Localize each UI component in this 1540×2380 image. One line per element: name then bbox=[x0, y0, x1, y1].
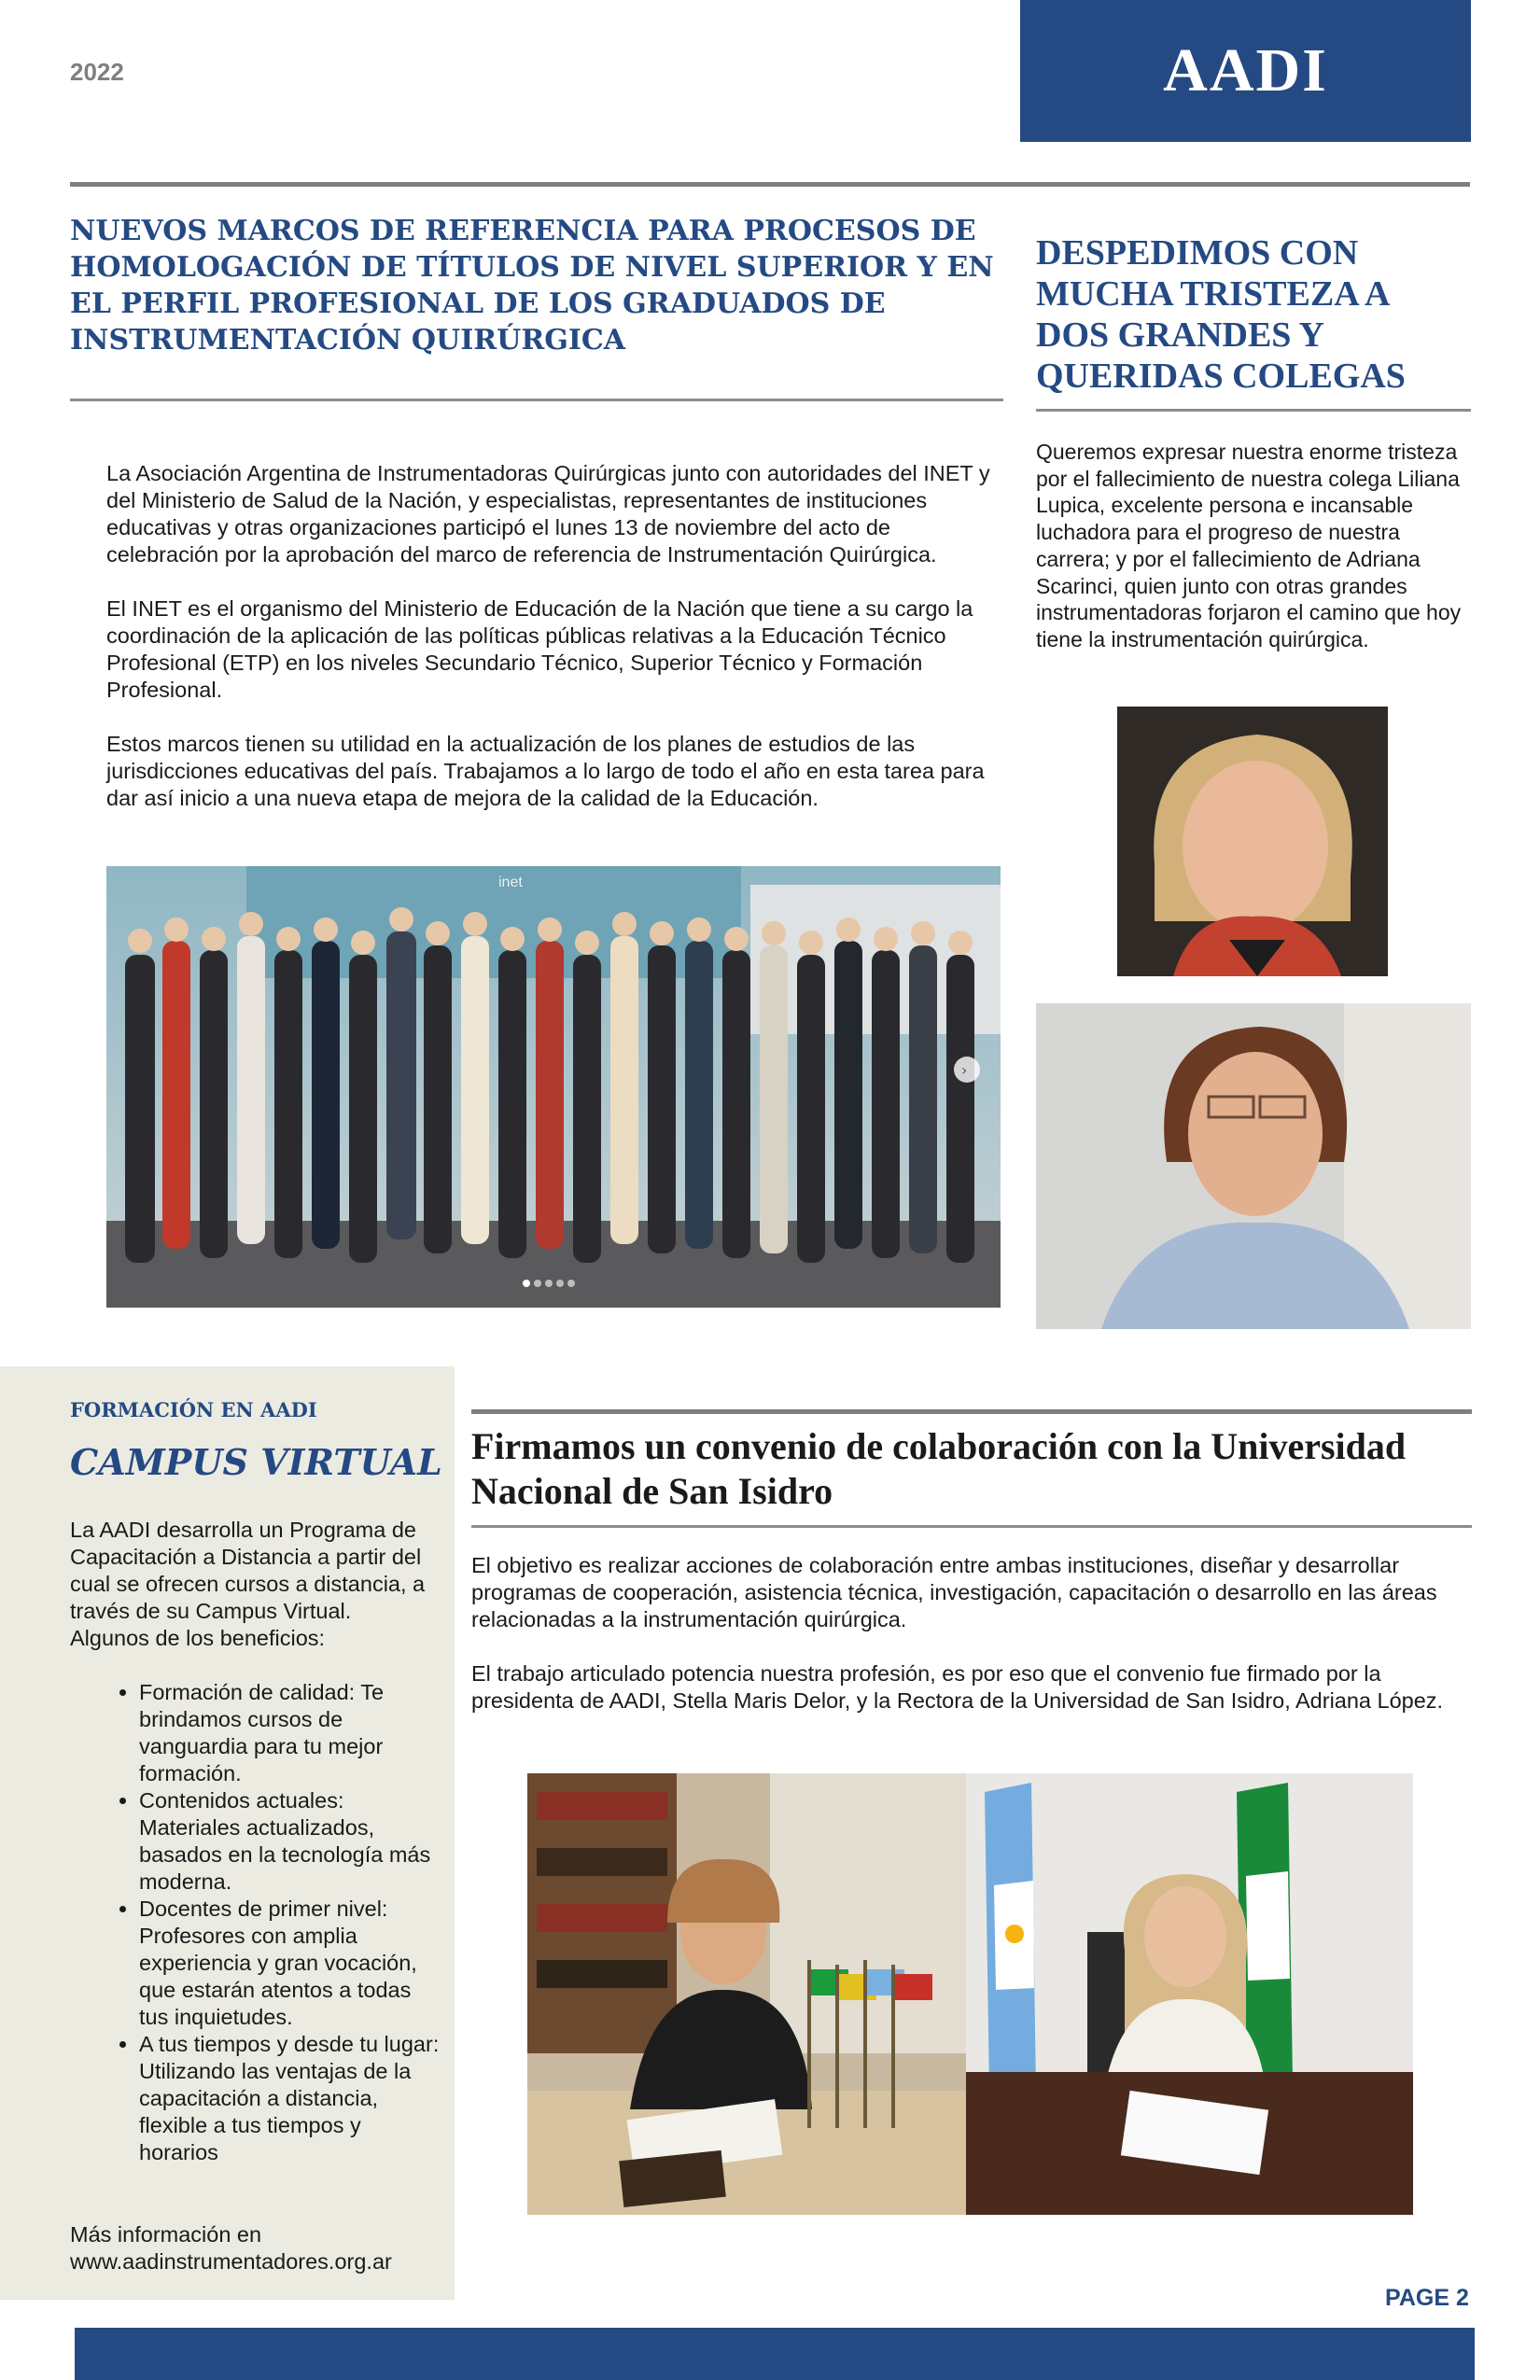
sidebar-kicker: FORMACIÓN EN AADI bbox=[70, 1398, 317, 1421]
sidebar-title: CAMPUS VIRTUAL bbox=[70, 1441, 442, 1483]
agreement-body bbox=[471, 1552, 1470, 1742]
list-item: • A tus tiempos y desde tu lugar: Utilizando las ventajas de la capacitación a distancia, flexible a tus tiempos y horarios bbox=[139, 2031, 443, 2166]
masthead-title: AADI bbox=[1163, 36, 1328, 105]
benefits-label: Algunos de los beneficios: bbox=[70, 1626, 326, 1650]
list-item: • Docentes de primer nivel: Profesores con amplia experiencia y gran vocación, que estarán atentos a todas tus inquietudes. bbox=[139, 1896, 443, 2031]
agreement-paragraph: El objetivo es realizar acciones de colaboración entre ambas instituciones, diseñar y desarrollar programas de cooperación, asistencia técnica, investigación, capacitación o desarrollo en las áreas relacionadas a la instrumentación quirúrgica. bbox=[471, 1553, 1437, 1631]
main-article-body bbox=[106, 460, 998, 839]
list-item: • Formación de calidad: Te brindamos cursos de vanguardia para tu mejor formación. bbox=[139, 1679, 443, 1787]
top-rule bbox=[70, 182, 1470, 187]
obituary-rule bbox=[1036, 409, 1471, 412]
signing-photo-left bbox=[527, 1773, 966, 2215]
sidebar-intro: La AADI desarrolla un Programa de Capacitación a Distancia a partir del cual se ofrecen cursos a distancia, a través de su Campus Virtual. bbox=[70, 1518, 426, 1623]
portrait-photo-1 bbox=[1117, 707, 1388, 976]
page-number: PAGE 2 bbox=[1385, 2285, 1469, 2311]
masthead-box bbox=[1020, 0, 1471, 142]
footer-bar bbox=[75, 2328, 1475, 2380]
more-info-link[interactable]: www.aadinstrumentadores.org.ar bbox=[70, 2249, 392, 2274]
agreement-paragraph: El trabajo articulado potencia nuestra profesión, es por eso que el convenio fue firmado por la presidenta de AADI, Stella Maris Delor, y la Rectora de la Universidad de San Isidro, Adriana López. bbox=[471, 1661, 1444, 1713]
obituary-text: Queremos expresar nuestra enorme tristeza por el fallecimiento de nuestra colega Liliana Lupica, excelente persona e incansable luchadora para el progreso de nuestra carrera; y por el fallecimiento de Adriana Scarinci, quien junto con otras grandes instrumentadoras forjaron el camino que hoy tiene la instrumentación quirúrgica. bbox=[1036, 440, 1462, 651]
main-article-headline: NUEVOS MARCOS DE REFERENCIA PARA PROCESOS DE HOMOLOGACIÓN DE TÍTULOS DE NIVEL SUPERIOR Y EN EL PERFIL PROFESIONAL DE LOS GRADUADOS DE INSTRUMENTACIÓN QUIRÚRGICA bbox=[70, 215, 994, 357]
more-info-label: Más información en bbox=[70, 2222, 262, 2247]
signing-photo-right bbox=[966, 1773, 1413, 2215]
main-article-paragraph: El INET es el organismo del Ministerio de Educación de la Nación que tiene a su cargo la coordinación de la aplicación de las políticas públicas relativas a la Educación Técnico Profesional (ETP) en los niveles Secundario Técnico, Superior Técnico y Formación Profesional. bbox=[106, 596, 973, 702]
benefits-list bbox=[70, 1679, 443, 2166]
photo-backdrop-sign: inet bbox=[498, 875, 523, 890]
agreement-headline: Firmamos un convenio de colaboración con la Universidad Nacional de San Isidro bbox=[471, 1425, 1407, 1512]
main-article-paragraph: Estos marcos tienen su utilidad en la actualización de los planes de estudios de las jurisdicciones educativas del país. Trabajamos a lo largo de todo el año en esta tarea para dar así inicio a una nueva etapa de mejora de la calidad de la Educación. bbox=[106, 732, 985, 810]
agreement-headline-rule bbox=[471, 1525, 1472, 1528]
sidebar-body bbox=[70, 1517, 443, 2193]
agreement-top-rule bbox=[471, 1409, 1472, 1414]
main-article-paragraph: La Asociación Argentina de Instrumentadoras Quirúrgicas junto con autoridades del INET y del Ministerio de Salud de la Nación, y especialistas, representantes de instituciones educativas y otras organizaciones participó el lunes 13 de noviembre del acto de celebración por la aprobación del marco de referencia de Instrumentación Quirúrgica. bbox=[106, 461, 990, 567]
svg-text:›: › bbox=[961, 1061, 968, 1079]
main-headline-rule bbox=[70, 399, 1003, 401]
obituary-headline: DESPEDIMOS CON MUCHA TRISTEZA A DOS GRANDES Y QUERIDAS COLEGAS bbox=[1036, 233, 1406, 396]
group-photo bbox=[106, 866, 1001, 1308]
list-item: • Contenidos actuales: Materiales actualizados, basados en la tecnología más moderna. bbox=[139, 1787, 443, 1896]
portrait-photo-2 bbox=[1036, 1003, 1471, 1329]
issue-year: 2022 bbox=[70, 58, 124, 86]
more-info bbox=[70, 2221, 453, 2275]
